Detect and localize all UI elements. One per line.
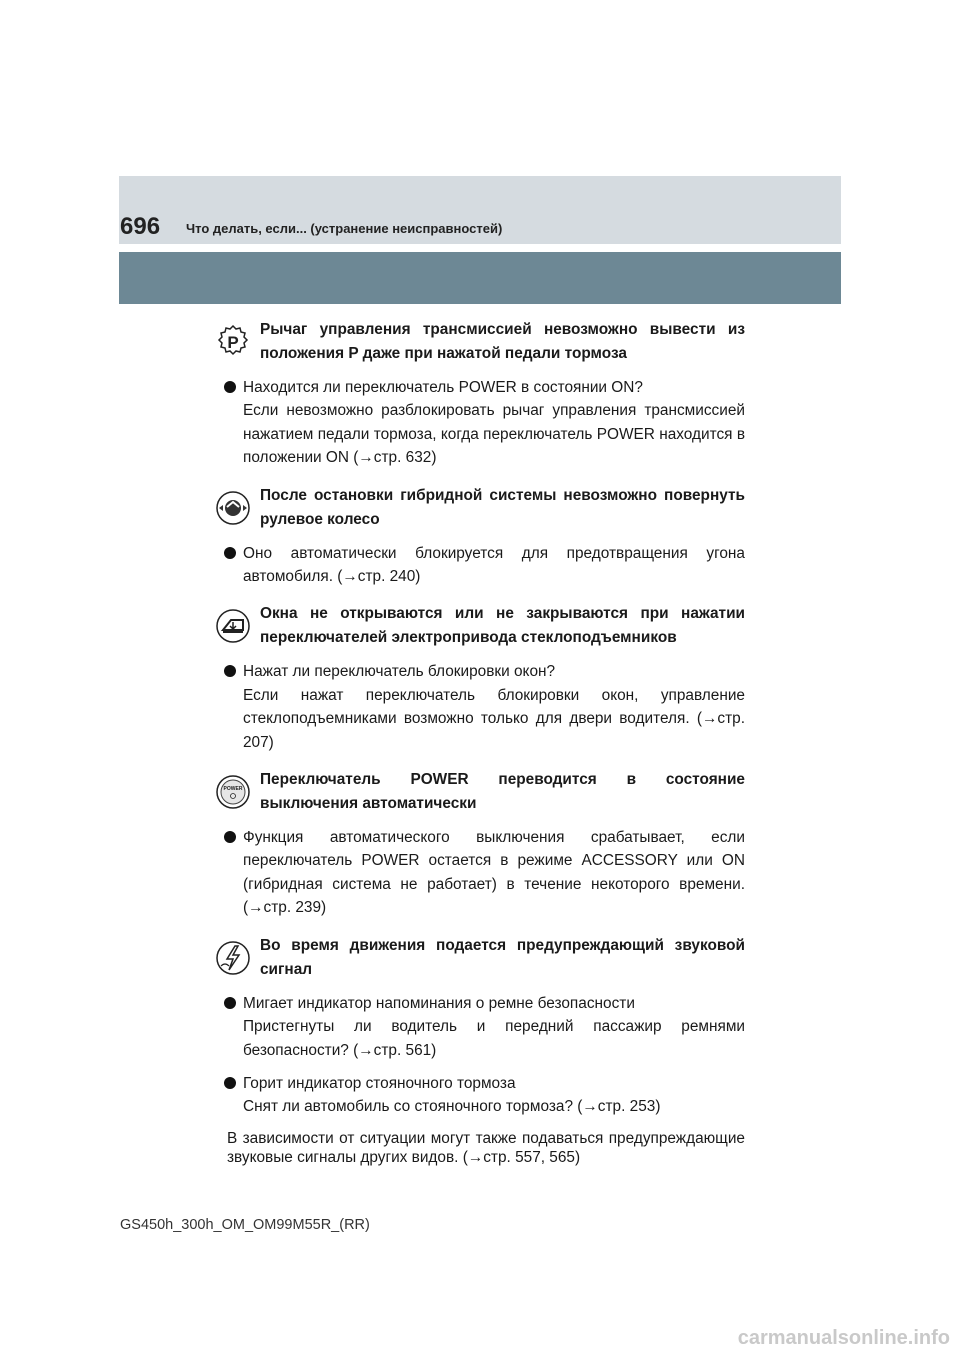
answer-text: Если невозможно разблокировать рычаг управления трансмиссией нажатием педали тормоза, когда переключатель POWER находится в положении ON (→стр. 632) (243, 402, 745, 467)
bullet-icon (224, 381, 236, 393)
power-button-icon (215, 774, 251, 810)
closing-paragraph: В зависимости от ситуации могут также подаваться предупреждающие звуковые сигналы других видов. (→стр. 557, 565) (227, 1129, 745, 1166)
heading-text: Переключатель POWER переводится в состояние выключения автоматически (260, 771, 745, 813)
question-text: Мигает индикатор напоминания о ремне безопасности (243, 994, 635, 1012)
list-item (215, 1072, 745, 1119)
bullet-icon (224, 831, 236, 843)
section-buzzer (215, 934, 745, 1119)
answer-text: Пристегнуты ли водитель и передний пассажир ремнями безопасности? (→стр. 561) (243, 1018, 745, 1059)
warning-buzzer-icon (215, 940, 251, 976)
heading-text: После остановки гибридной системы невозможно повернуть рулевое колесо (260, 486, 745, 528)
chapter-title: Что делать, если... (устранение неисправностей) (186, 221, 503, 236)
content (215, 318, 745, 1167)
question-text: Нажат ли переключатель блокировки окон? (243, 663, 556, 681)
section-steering (215, 484, 745, 589)
question-text: Находится ли переключатель POWER в состоянии ON? (243, 379, 643, 396)
steering-lock-icon (215, 490, 251, 526)
section-heading (215, 318, 745, 366)
section-heading (215, 768, 745, 816)
section-band (119, 252, 841, 304)
section-power-off (215, 768, 745, 920)
answer-text: Функция автоматического выключения срабатывает, если переключатель POWER остается в режиме ACCESSORY или ON (гибридная система не работает) в течение некоторого времени. (→стр. 239) (243, 829, 745, 917)
footer-doc-code: GS450h_300h_OM_OM99M55R_(RR) (120, 1217, 370, 1233)
section-heading (215, 934, 745, 982)
bullet-icon (224, 547, 236, 559)
watermark: carmanualsonline.info (737, 1327, 950, 1349)
power-window-icon (215, 608, 251, 644)
list-item (215, 826, 745, 920)
list-item (215, 660, 745, 754)
heading-text: Во время движения подается предупреждающий звуковой сигнал (260, 936, 745, 978)
answer-text: Если нажат переключатель блокировки окон, управление стеклоподъемниками возможно только для двери водителя. (→стр. 207) (243, 686, 745, 751)
answer-text: Снят ли автомобиль со стояночного тормоза? (→стр. 253) (243, 1098, 661, 1116)
bullet-icon (224, 665, 236, 677)
heading-text: Окна не открываются или не закрываются при нажатии переключателей электропривода стеклоподъемников (260, 605, 745, 647)
section-windows (215, 602, 745, 754)
bullet-icon (224, 1077, 236, 1089)
power-button-label: POWER (223, 786, 243, 793)
page-number: 696 (120, 213, 161, 240)
section-heading (215, 484, 745, 532)
answer-text: Оно автоматически блокируется для предотвращения угона автомобиля. (→стр. 240) (243, 544, 745, 586)
list-item (215, 992, 745, 1062)
section-shift-lever (215, 318, 745, 470)
section-heading (215, 602, 745, 650)
svg-text:P: P (227, 333, 239, 352)
heading-text: Рычаг управления трансмиссией невозможно вывести из положения P даже при нажатой педали тормоза (260, 321, 745, 362)
bullet-icon (224, 997, 236, 1009)
question-text: Горит индикатор стояночного тормоза (243, 1074, 516, 1092)
shift-lever-p-gear-icon (215, 324, 251, 360)
list-item (215, 376, 745, 470)
list-item (215, 542, 745, 589)
